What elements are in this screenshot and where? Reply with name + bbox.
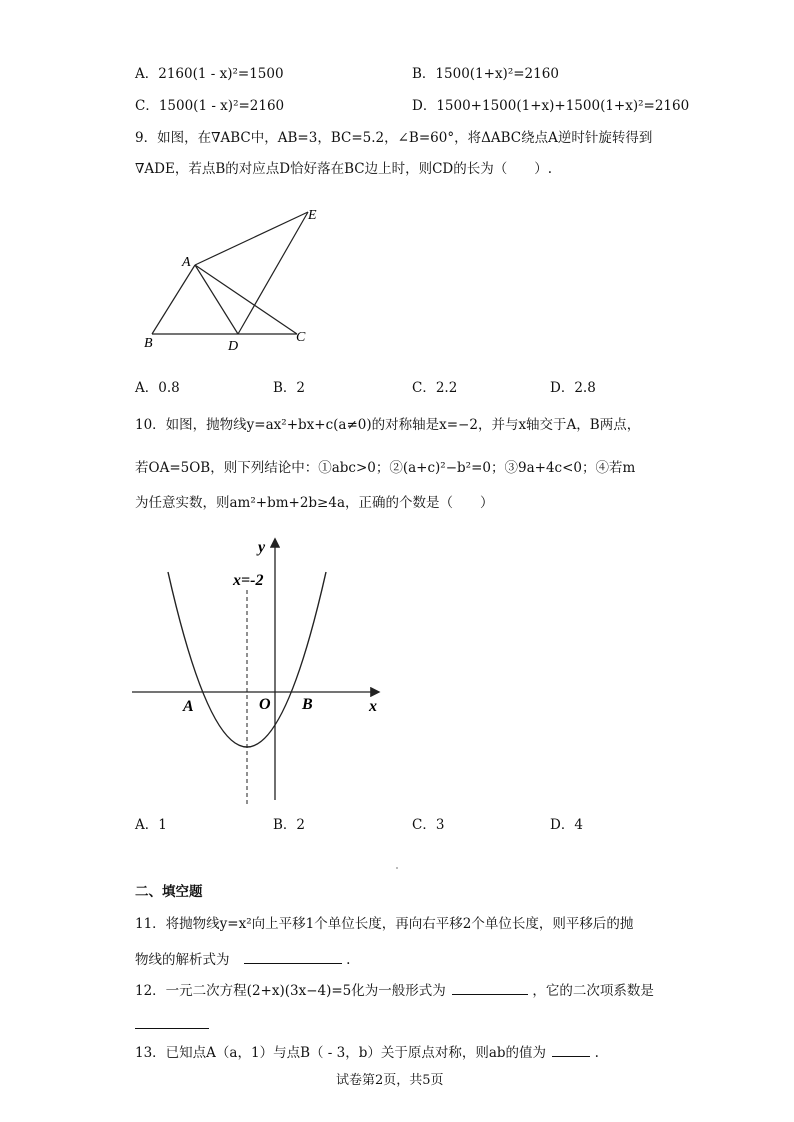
q8-option-c: C．1500(1 - x)²=2160: [135, 98, 285, 114]
q10-stem-line2: 若OA=5OB，则下列结论中：①abc>0；②(a+c)²−b²=0；③9a+4c<0；④若m: [135, 460, 636, 476]
q10-label-x: x: [369, 698, 377, 715]
q10-option-a: A．1: [135, 817, 167, 833]
q9-option-c: C．2.2: [412, 380, 458, 396]
q9-label-e: E: [308, 208, 317, 223]
q9-stem-line1: 9．如图，在∇ABC中，AB=3，BC=5.2，∠B=60°，将ΔABC绕点A逆时针旋转得到: [135, 130, 653, 146]
q9-option-a: A．0.8: [135, 380, 180, 396]
q11-stem-line1: 11．将抛物线y=x²向上平移1个单位长度，再向右平移2个单位长度，则平移后的抛: [135, 916, 634, 932]
q11-stem-line2: [135, 954, 350, 968]
q9-label-a: A: [182, 255, 191, 270]
q13-stem-end: .: [594, 1045, 599, 1061]
q8-option-a: A．2160(1 - x)²=1500: [135, 66, 284, 82]
q11-stem-text: 物线的解析式为: [135, 952, 230, 968]
q10-label-b: B: [302, 696, 313, 713]
q9-option-d: D．2.8: [550, 380, 596, 396]
q13-stem-text: 13．已知点A（a，1）与点B（ - 3，b）关于原点对称，则ab的值为: [135, 1045, 547, 1061]
q9-stem-line2: ∇ADE，若点B的对应点D恰好落在BC边上时，则CD的长为（ ）.: [135, 161, 553, 177]
q11-answer-blank[interactable]: [244, 963, 342, 964]
q12-stem-line1: [135, 985, 654, 999]
q9-label-b: B: [144, 336, 153, 351]
q10-option-d: D．4: [550, 817, 583, 833]
q12-stem-text: 12．一元二次方程(2+x)(3x−4)=5化为一般形式为: [135, 983, 446, 999]
q10-option-b: B．2: [273, 817, 306, 833]
q13-answer-blank[interactable]: [552, 1056, 590, 1057]
q10-label-a: A: [183, 698, 194, 715]
q12-answer-blank-1[interactable]: [452, 994, 528, 995]
center-dot: [396, 867, 398, 869]
q10-stem-line1: 10．如图，抛物线y=ax²+bx+c(a≠0)的对称轴是x=−2，并与x轴交于A，B两点，: [135, 417, 641, 433]
q9-label-c: C: [296, 330, 306, 345]
q9-option-b: B．2: [273, 380, 306, 396]
q10-parabola-figure: [128, 532, 398, 812]
q8-option-d: D．1500+1500(1+x)+1500(1+x)²=2160: [412, 98, 690, 114]
q10-label-o: O: [259, 696, 271, 713]
q9-label-d: D: [228, 339, 239, 354]
q10-label-axis: x=-2: [233, 572, 264, 589]
q10-option-c: C．3: [412, 817, 445, 833]
q12-stem-end: ，它的二次项系数是: [532, 983, 654, 999]
q12-answer-blank-2[interactable]: [135, 1016, 209, 1029]
section-title-fill-in: 二、填空题: [135, 884, 203, 900]
page-footer: 试卷第2页，共5页: [336, 1073, 444, 1088]
q10-label-y: y: [258, 539, 266, 556]
q13-stem-line1: [135, 1047, 599, 1061]
q9-triangle-figure: [130, 200, 330, 360]
q11-stem-end: .: [346, 952, 351, 968]
q8-option-b: B．1500(1+x)²=2160: [412, 66, 559, 82]
q10-stem-line3: 为任意实数，则am²+bm+2b≥4a，正确的个数是（ ）: [135, 495, 494, 511]
